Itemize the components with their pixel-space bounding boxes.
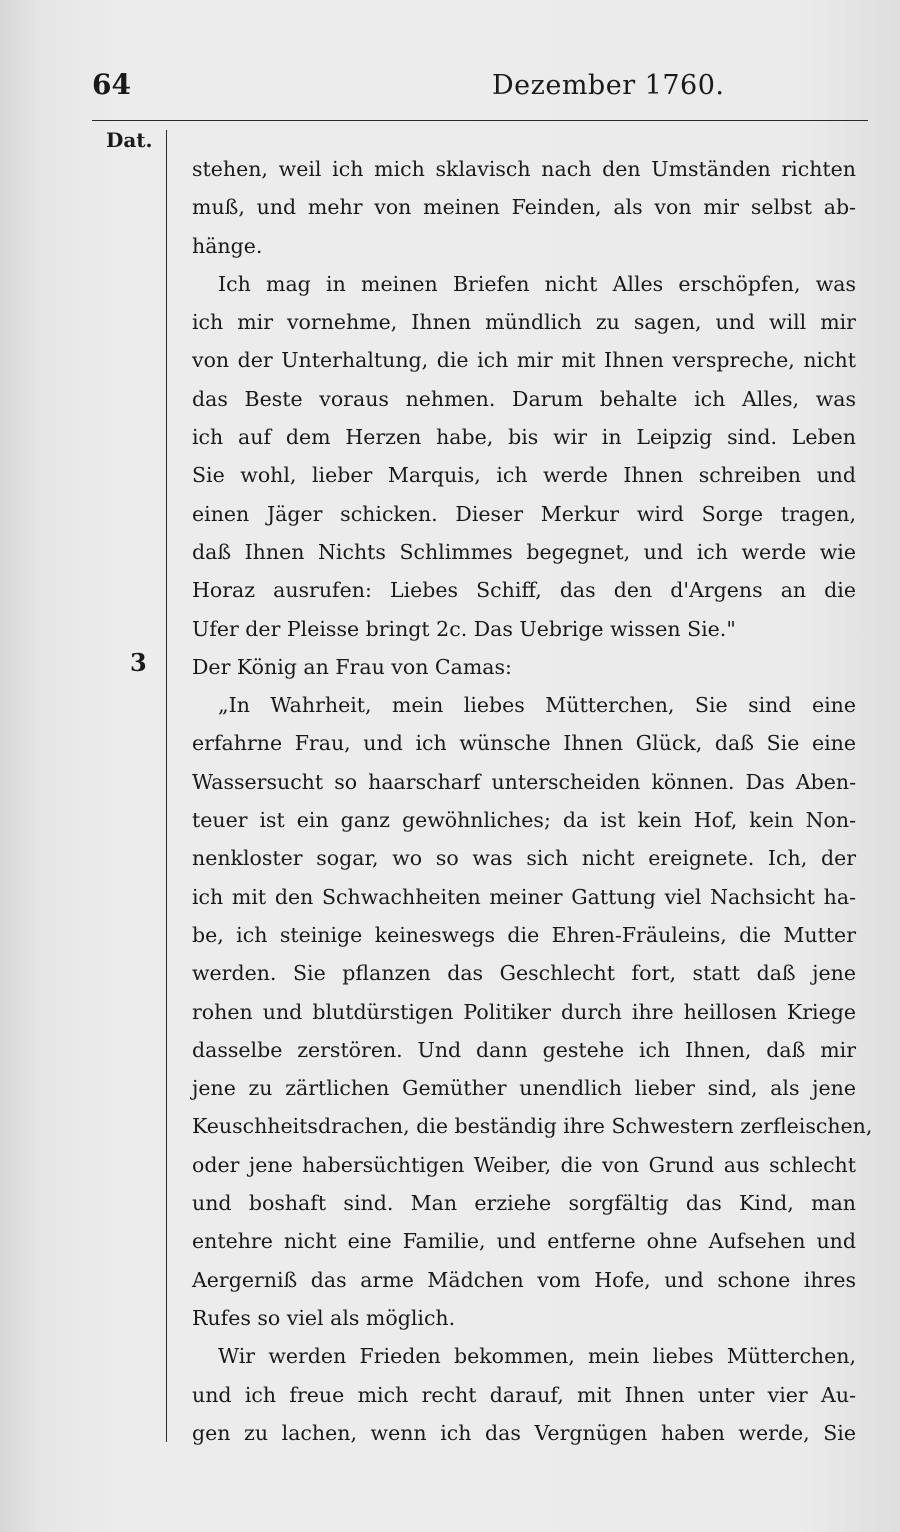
- margin-rule: [166, 130, 167, 1442]
- text-line: Horaz ausrufen: Liebes Schiff, das den d'Argens an die: [192, 578, 856, 603]
- text-line: „In Wahrheit, mein liebes Mütterchen, Sie sind eine: [218, 693, 856, 718]
- text-line: Keuschheitsdrachen, die beständig ihre Schwestern zerfleischen,: [192, 1114, 873, 1139]
- page-header: [92, 68, 872, 108]
- page-number: 64: [92, 68, 131, 101]
- text-line: daß Ihnen Nichts Schlimmes begegnet, und ich werde wie: [192, 539, 856, 564]
- letter-heading: Der König an Frau von Camas:: [192, 654, 512, 679]
- header-rule: [92, 120, 868, 121]
- body-text: [192, 150, 873, 1452]
- text-line: be, ich steinige keineswegs die Ehren-Fräuleins, die Mutter: [192, 922, 856, 947]
- text-line: dasselbe zerstören. Und dann gestehe ich Ihnen, daß mir: [192, 1037, 856, 1062]
- text-line: ich auf dem Herzen habe, bis wir in Leipzig sind. Leben: [192, 425, 856, 450]
- text-line: Rufes so viel als möglich.: [192, 1305, 456, 1330]
- text-line: Wir werden Frieden bekommen, mein liebes Mütterchen,: [218, 1344, 856, 1369]
- text-line: und ich freue mich recht darauf, mit Ihnen unter vier Au-: [192, 1382, 856, 1407]
- text-line: entehre nicht eine Familie, und entferne ohne Aufsehen und: [192, 1229, 856, 1254]
- text-line: von der Unterhaltung, die ich mir mit Ihnen verspreche, nicht: [192, 348, 856, 373]
- text-line: ich mit den Schwachheiten meiner Gattung viel Nachsicht ha-: [192, 884, 856, 909]
- text-line: stehen, weil ich mich sklavisch nach den Umständen richten: [192, 157, 856, 181]
- text-line: oder jene habersüchtigen Weiber, die von Grund aus schlecht: [192, 1152, 856, 1177]
- text-line: ich mir vornehme, Ihnen mündlich zu sagen, und will mir: [192, 310, 856, 335]
- text-line: hänge.: [192, 233, 263, 258]
- text-line: gen zu lachen, wenn ich das Vergnügen haben werde, Sie: [192, 1420, 856, 1445]
- text-line: erfahrne Frau, und ich wünsche Ihnen Glück, daß Sie eine: [192, 731, 856, 756]
- text-line: jene zu zärtlichen Gemüther unendlich lieber sind, als jene: [192, 1076, 856, 1101]
- margin-date-label: Dat.: [106, 128, 153, 152]
- text-line: Sie wohl, lieber Marquis, ich werde Ihnen schreiben und: [192, 463, 856, 488]
- running-title: Dezember 1760.: [492, 70, 725, 101]
- text-line: muß, und mehr von meinen Feinden, als von mir selbst ab-: [192, 195, 856, 220]
- margin-letter-number: 3: [130, 648, 147, 677]
- text-line: Wassersucht so haarscharf unterscheiden können. Das Aben-: [192, 769, 856, 794]
- text-line: Ufer der Pleisse bringt 2c. Das Uebrige wissen Sie.": [192, 616, 736, 641]
- text-line: das Beste voraus nehmen. Darum behalte ich Alles, was: [192, 386, 856, 411]
- text-line: und boshaft sind. Man erziehe sorgfältig das Kind, man: [192, 1191, 856, 1216]
- text-line: rohen und blutdürstigen Politiker durch ihre heillosen Kriege: [192, 999, 856, 1024]
- text-line: teuer ist ein ganz gewöhnliches; da ist kein Hof, kein Non-: [192, 808, 856, 833]
- text-line: werden. Sie pflanzen das Geschlecht fort, statt daß jene: [192, 961, 856, 986]
- text-line: Aergerniß das arme Mädchen vom Hofe, und schone ihres: [192, 1267, 856, 1292]
- text-line: einen Jäger schicken. Dieser Merkur wird Sorge tragen,: [192, 501, 856, 526]
- text-line: nenkloster sogar, wo so was sich nicht ereignete. Ich, der: [192, 846, 856, 871]
- text-line: Ich mag in meinen Briefen nicht Alles erschöpfen, was: [218, 271, 856, 296]
